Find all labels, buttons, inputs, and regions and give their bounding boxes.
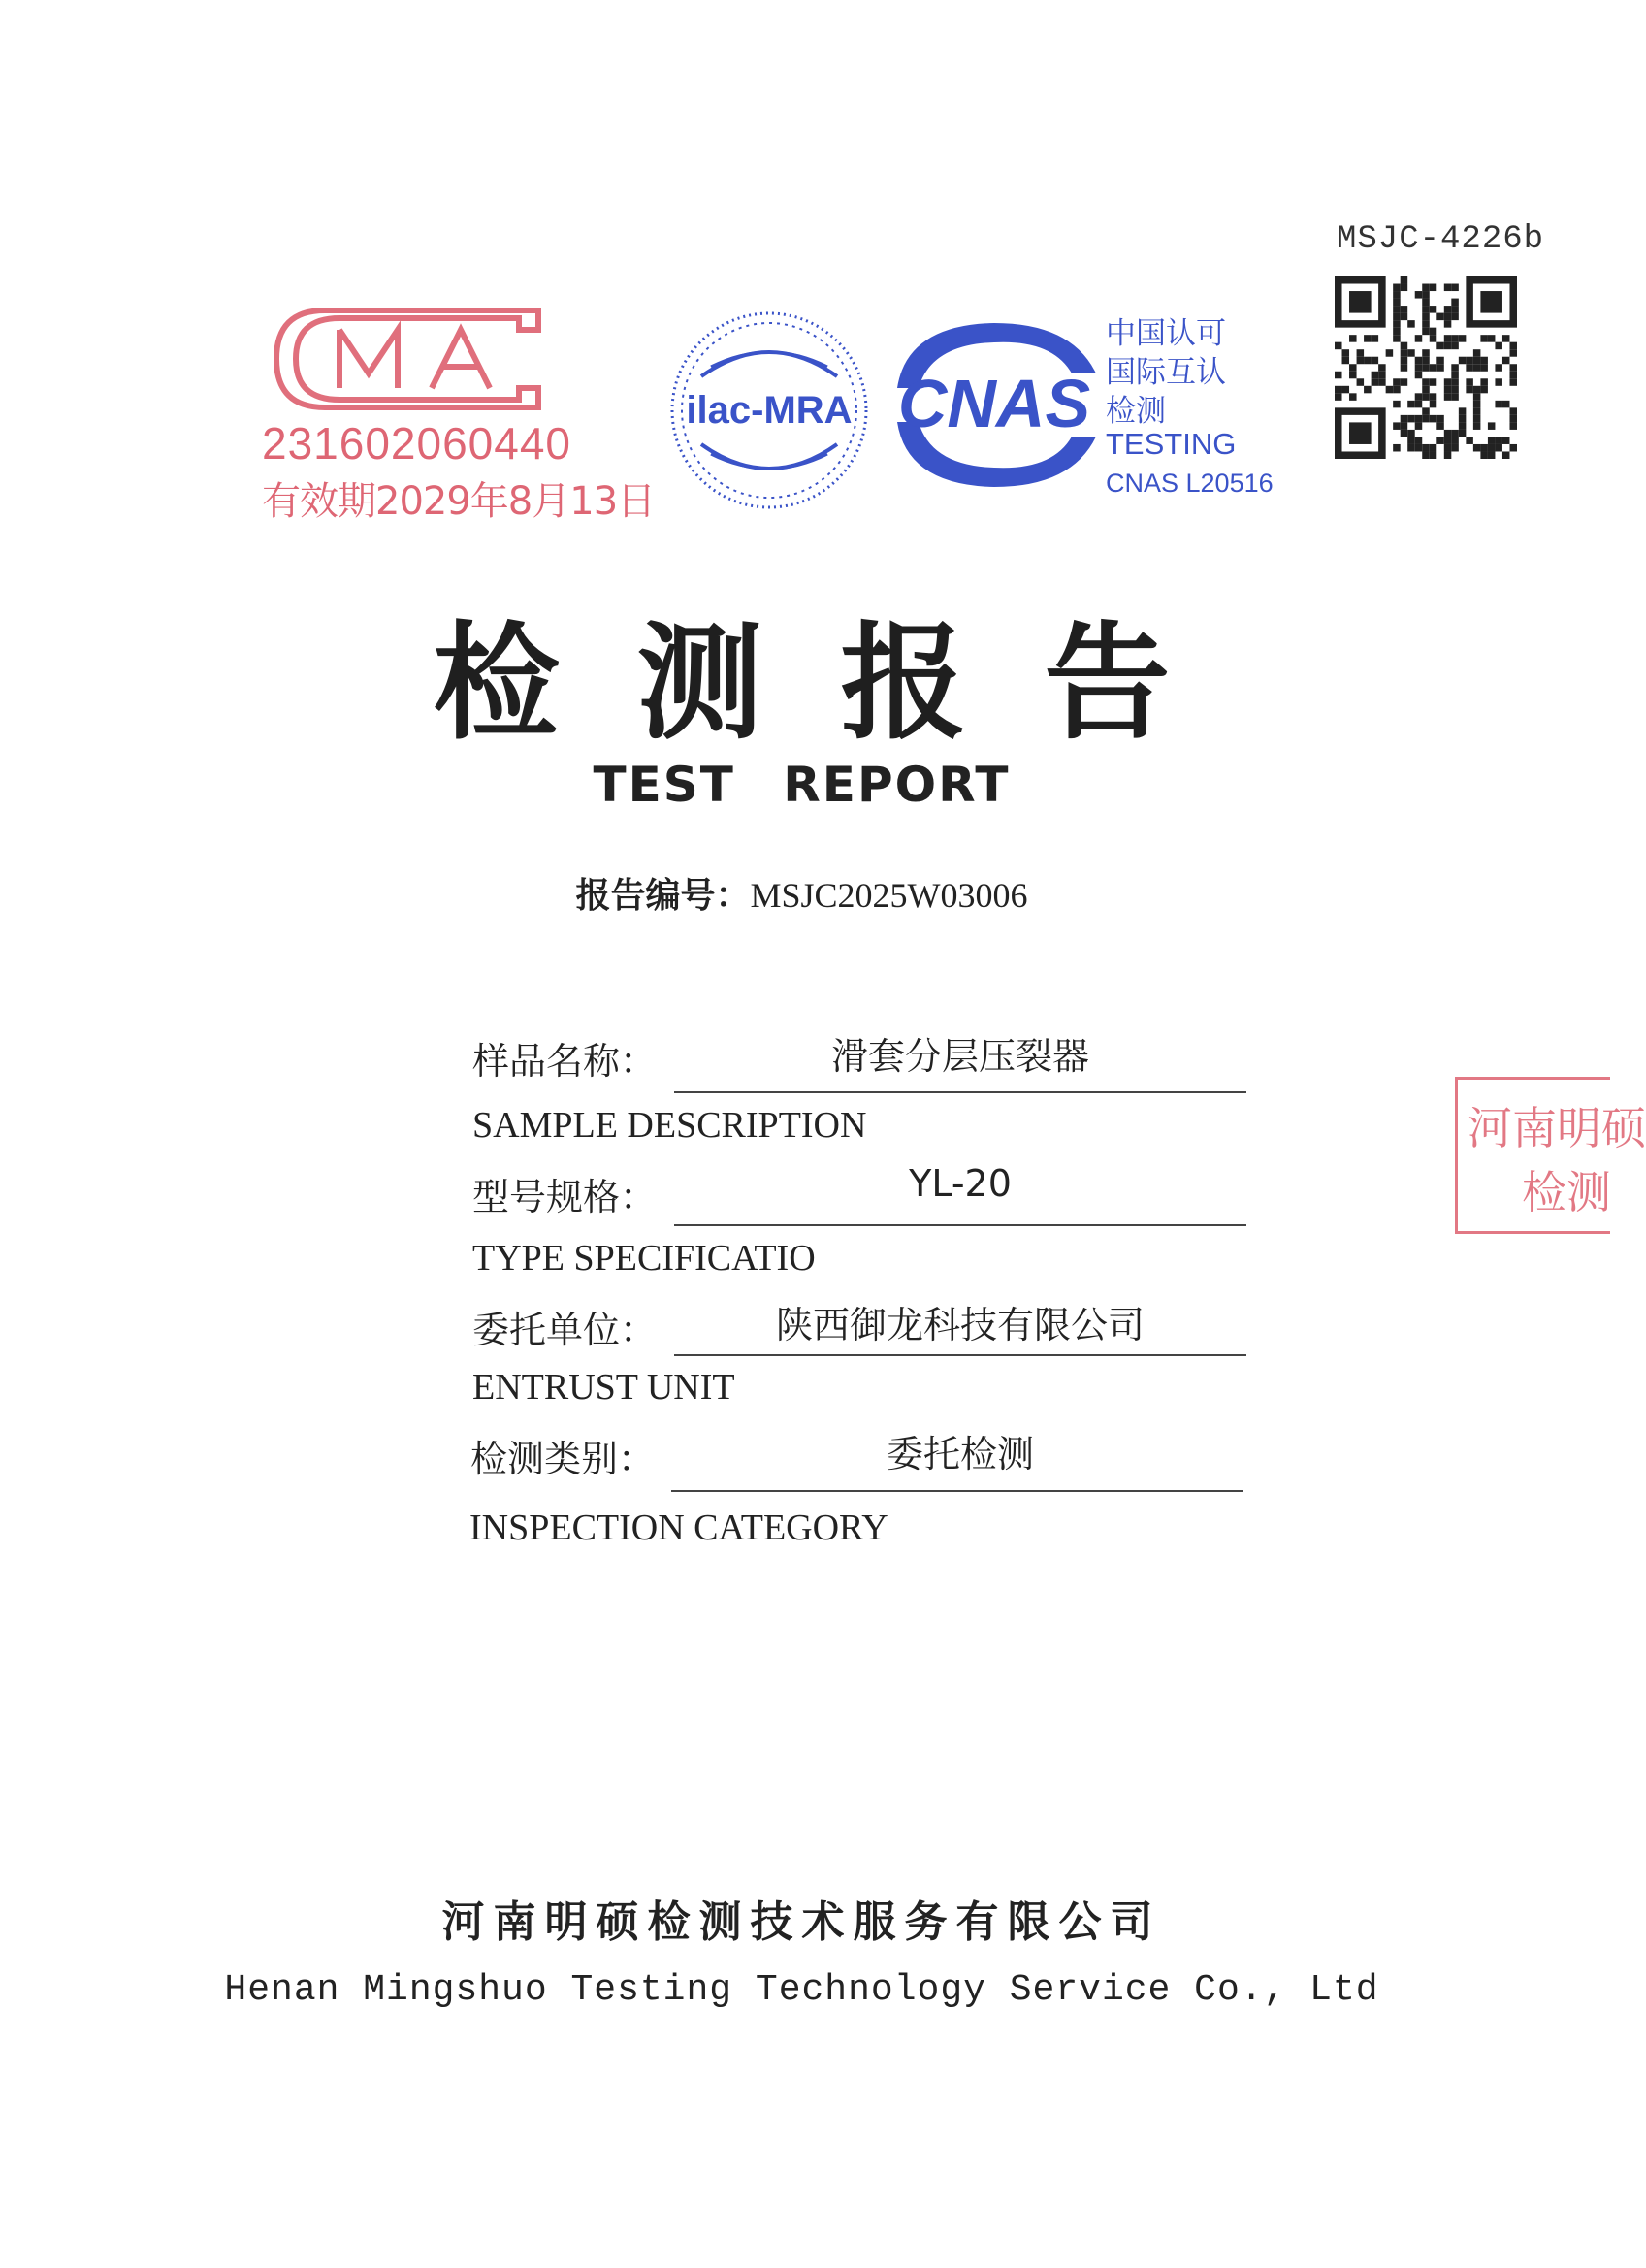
cma-number: 231602060440 (262, 418, 571, 469)
entrust-unit-label-en: ENTRUST UNIT (472, 1367, 735, 1408)
sample-description-label: SAMPLE DESCRIPTION (472, 1105, 867, 1146)
inspection-category-label-cn: 检测类别： (470, 1438, 656, 1480)
cnas-text-line2: 国际互认 (1106, 355, 1226, 390)
ilac-mra-logo (667, 308, 871, 512)
seal-line1: 河南明硕 (1468, 1102, 1646, 1154)
cnas-text-line4: TESTING (1106, 427, 1237, 461)
report-number (0, 868, 1603, 918)
cma-validity: 有效期2029年8月13日 (262, 479, 656, 524)
entrust-unit-underline (674, 1354, 1246, 1356)
model-spec-value: YL-20 (909, 1162, 1012, 1205)
report-number-label: 报告编号： (575, 876, 751, 916)
cnas-logo (878, 315, 1111, 495)
document-code: MSJC-4226b (1337, 221, 1545, 258)
svg-text:ilac-MRA: ilac-MRA (686, 389, 853, 432)
type-specification-label: TYPE SPECIFICATIO (472, 1238, 816, 1279)
cnas-text-line3: 检测 (1106, 394, 1166, 429)
model-spec-underline (674, 1224, 1246, 1226)
company-seal-stamp (1455, 1077, 1646, 1234)
qr-code-icon (1335, 276, 1517, 459)
sample-name-label: 样品名称： (472, 1040, 658, 1083)
model-spec-label: 型号规格： (472, 1176, 658, 1218)
sample-name-underline (674, 1091, 1246, 1093)
inspection-category-value: 委托检测 (886, 1433, 1034, 1475)
entrust-unit-value: 陕西御龙科技有限公司 (775, 1304, 1145, 1346)
cnas-text-line1: 中国认可 (1106, 316, 1226, 351)
page-title-cn: 检测报告 (433, 608, 1248, 757)
entrust-unit-label-cn: 委托单位： (472, 1309, 658, 1351)
inspection-category-label-en: INSPECTION CATEGORY (469, 1507, 888, 1548)
company-name-cn: 河南明硕检测技术服务有限公司 (441, 1897, 1162, 1947)
seal-line2: 检测 (1522, 1166, 1611, 1218)
inspection-category-underline (671, 1490, 1243, 1492)
svg-text:CNAS: CNAS (897, 366, 1091, 441)
page-title-en: TEST REPORT (593, 757, 1011, 813)
cnas-accreditation-number: CNAS L20516 (1106, 469, 1274, 498)
sample-name-value: 滑套分层压裂器 (830, 1035, 1089, 1078)
company-name-en: Henan Mingshuo Testing Technology Service Co., Ltd (224, 1969, 1379, 2011)
report-number-value: MSJC2025W03006 (750, 876, 1028, 915)
